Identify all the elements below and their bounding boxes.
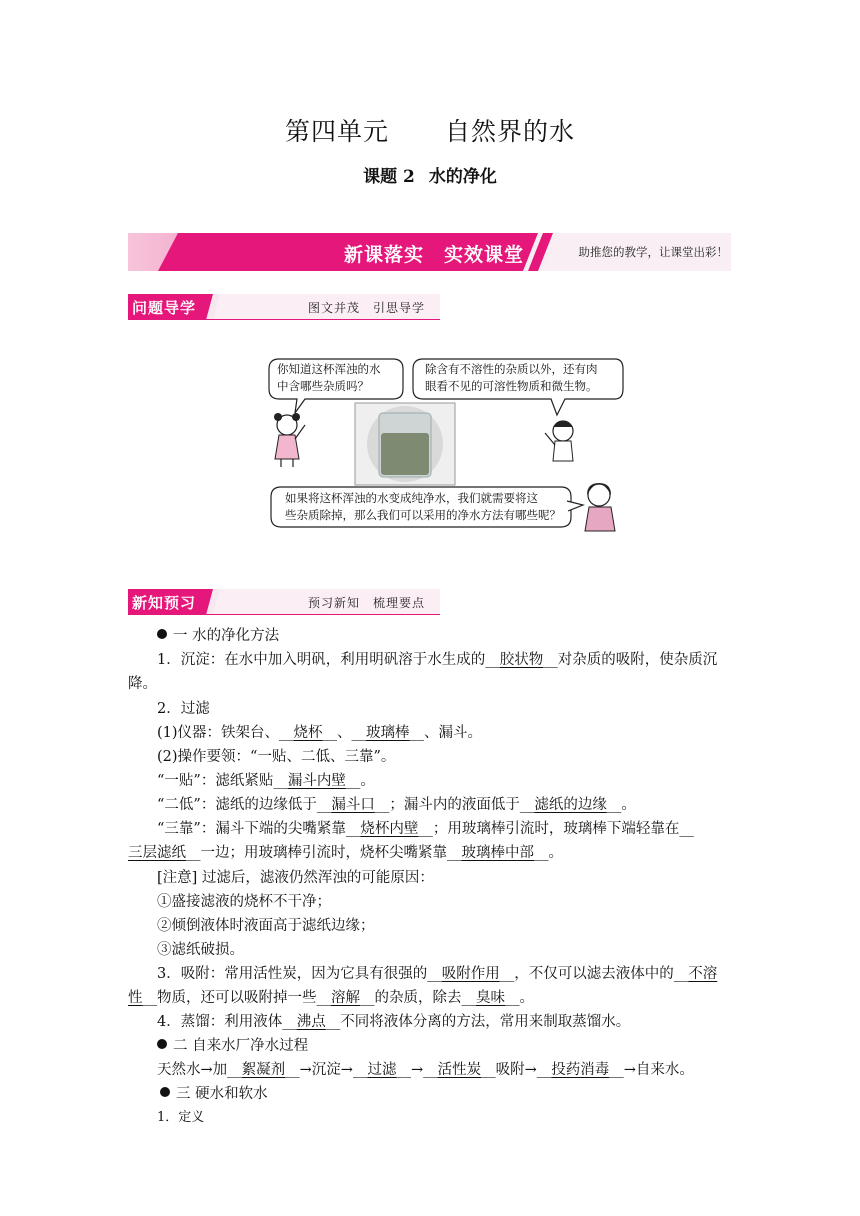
heading-hard-soft-water: 三 硬水和软水 <box>160 1084 268 1104</box>
answer-blank: 活性炭 <box>437 1062 482 1078</box>
answer-blank: 不溶 <box>688 966 718 982</box>
text-line: 2．过滤 <box>157 701 210 717</box>
text-line: ①盛接滤液的烧杯不干净； <box>157 894 331 910</box>
text-line: 天然水→加__絮凝剂__→沉淀→__过滤__→__活性炭__吸附→__投药消毒__→自来水。 <box>157 1062 694 1078</box>
answer-blank: 玻璃棒 <box>366 725 410 741</box>
answer-blank: 絮凝剂 <box>241 1062 286 1078</box>
bullet-icon <box>157 629 167 639</box>
section-tag: 新知预习 <box>132 594 197 612</box>
bubble-line: 些杂质除掉，那么我们可以采用的净水方法有哪些呢？ <box>285 508 561 522</box>
bullet-icon <box>160 1087 170 1097</box>
bubble-line: 除含有不溶性的杂质以外，还有肉 <box>425 362 598 376</box>
text-line: “二低”：滤纸的边缘低于__漏斗口__；漏斗内的液面低于__滤纸的边缘__。 <box>157 797 636 813</box>
bullet-icon <box>157 1039 167 1049</box>
answer-blank: 玻璃棒中部 <box>461 845 534 861</box>
section-subtitle: 图文并茂 引思导学 <box>308 301 426 315</box>
heading-water-purification: 一 水的净化方法 <box>157 626 279 646</box>
unit-name: 第四单元 <box>284 117 389 146</box>
text-line: 1．定义 <box>157 1110 205 1125</box>
speech-bubble-boy <box>425 361 598 395</box>
bubble-line: 中含哪些杂质吗？ <box>277 379 369 393</box>
section-bar-preview <box>128 589 440 615</box>
speech-bubble-teacher <box>285 490 561 524</box>
answer-blank: 投药消毒 <box>551 1062 610 1078</box>
lesson-label: 课题 2 <box>363 167 415 187</box>
unit-topic: 自然界的水 <box>445 117 576 146</box>
answer-blank: 性 <box>128 990 143 1006</box>
text-line: 性__物质，还可以吸附掉一些__溶解__的杂质，除去__臭味__。 <box>128 990 534 1006</box>
heading-waterworks-process: 二 自来水厂净水过程 <box>157 1036 308 1056</box>
section-subtitle: 预习新知 梳理要点 <box>308 596 426 610</box>
section-bar-question <box>128 294 440 320</box>
answer-blank: 沸点 <box>296 1014 326 1030</box>
answer-blank: 过滤 <box>367 1062 397 1078</box>
answer-blank: 漏斗内壁 <box>287 773 346 789</box>
speech-bubble-girl <box>277 361 381 395</box>
text-line: (2)操作要领：“一贴、二低、三靠”。 <box>157 749 396 765</box>
answer-blank: 三层滤纸 <box>128 845 186 861</box>
note-line: [注意] 过滤后，滤液仍然浑浊的可能原因： <box>157 870 434 886</box>
unit-title <box>0 112 860 148</box>
lesson-name: 水的净化 <box>428 167 497 187</box>
text-line: ②倾倒液体时液面高于滤纸边缘； <box>157 918 375 934</box>
text-line: “一贴”：滤纸紧贴__漏斗内壁__。 <box>157 773 375 789</box>
answer-blank: 漏斗口 <box>331 797 375 813</box>
answer-blank: 烧杯内壁 <box>360 821 419 837</box>
section-tag: 问题导学 <box>132 299 197 317</box>
comic-illustration <box>265 355 625 535</box>
answer-blank: 滤纸的边缘 <box>534 797 607 813</box>
text-line: 1．沉淀：在水中加入明矾，利用明矾溶于水生成的__胶状物__对杂质的吸附，使杂质沉 <box>157 652 718 668</box>
bubble-line: 如果将这杯浑浊的水变成纯净水，我们就需要将这 <box>285 491 538 505</box>
banner-title: 新课落实 实效课堂 <box>343 244 524 266</box>
banner-slogan: 助推您的教学，让课堂出彩！ <box>578 245 728 259</box>
lesson-title <box>0 162 860 187</box>
text-line: 降。 <box>128 676 157 692</box>
text-line: “三靠”：漏斗下端的尖嘴紧靠__烧杯内壁__；用玻璃棒引流时，玻璃棒下端轻靠在__ <box>157 821 694 837</box>
text-line: ③滤纸破损。 <box>157 942 244 958</box>
answer-blank: 吸附作用 <box>441 966 500 982</box>
text-line: (1)仪器：铁架台、__烧杯__、__玻璃棒__、漏斗。 <box>157 725 483 741</box>
text-line: 三层滤纸__一边；用玻璃棒引流时，烧杯尖嘴紧靠__玻璃棒中部__。 <box>128 845 563 861</box>
bubble-line: 眼看不见的可溶性物质和微生物。 <box>425 379 598 393</box>
bubble-line: 你知道这杯浑浊的水 <box>277 362 381 376</box>
answer-blank: 溶解 <box>331 990 360 1006</box>
answer-blank: 胶状物 <box>499 652 544 668</box>
text-line: 3．吸附：常用活性炭，因为它具有很强的__吸附作用__，不仅可以滤去液体中的__不溶 <box>157 966 718 982</box>
answer-blank: 烧杯 <box>293 725 323 741</box>
answer-blank: 臭味 <box>476 990 505 1006</box>
text-line: 4．蒸馏：利用液体__沸点__不同将液体分离的方法，常用来制取蒸馏水。 <box>157 1014 631 1030</box>
section-banner <box>128 233 731 271</box>
